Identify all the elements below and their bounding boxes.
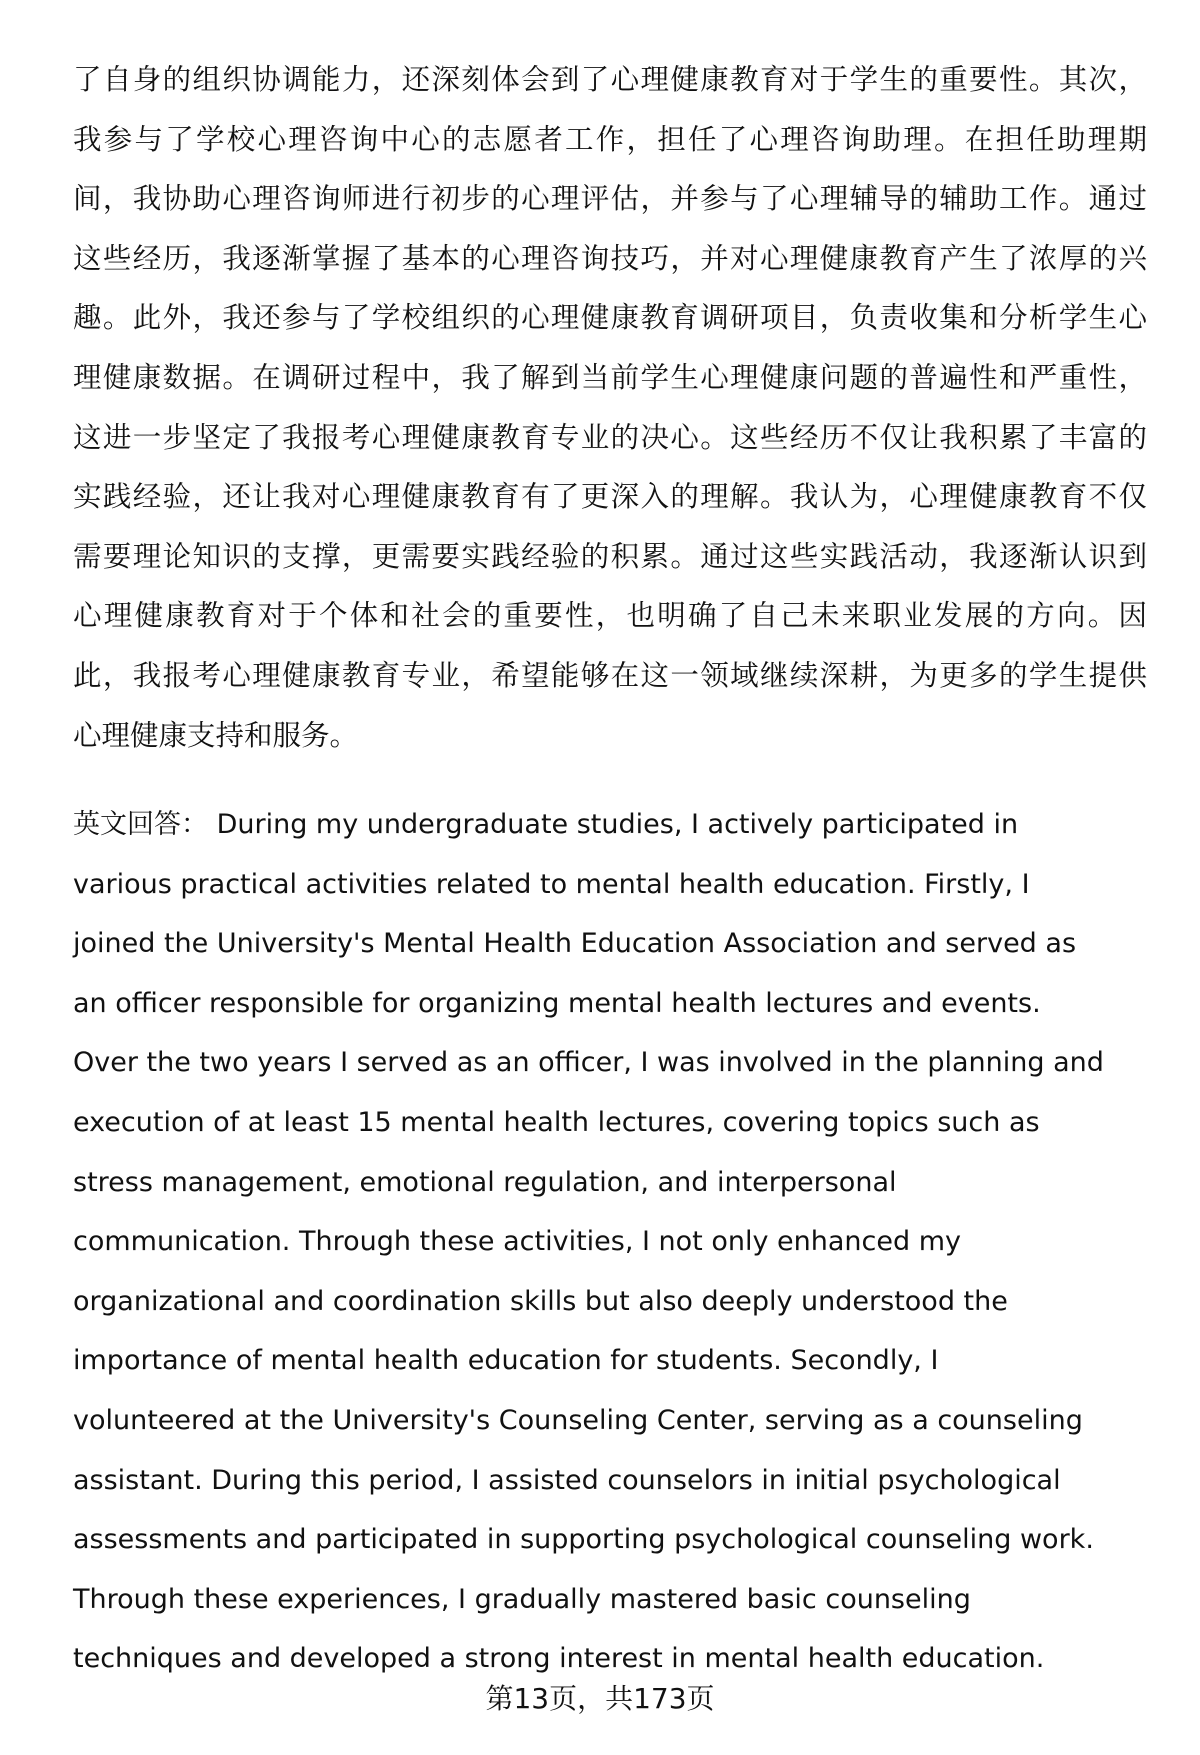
text-line: assistant. During this period, I assisted counselors in initial psychological — [73, 1464, 1061, 1496]
text-line: Over the two years I served as an officer, I was involved in the planning and — [73, 1047, 1104, 1079]
text-line: 间，我协助心理咨询师进行初步的心理评估，并参与了心理辅导的辅助工作。通过 — [73, 182, 1147, 216]
text-line: 这进一步坚定了我报考心理健康教育专业的决心。这些经历不仅让我积累了丰富的 — [73, 420, 1147, 454]
text-line: 理健康数据。在调研过程中，我了解到当前学生心理健康问题的普遍性和严重性， — [73, 360, 1147, 394]
english-paragraph — [73, 795, 1147, 1689]
text-line: 实践经验，还让我对心理健康教育有了更深入的理解。我认为，心理健康教育不仅 — [73, 480, 1147, 514]
text-line: Through these experiences, I gradually mastered basic counseling — [73, 1583, 971, 1615]
text-line: 心理健康支持和服务。 — [73, 718, 359, 752]
text-line: various practical activities related to mental health education. Firstly, I — [73, 868, 1030, 900]
text-line: techniques and developed a strong interest in mental health education. — [73, 1643, 1045, 1675]
text-line: 这些经历，我逐渐掌握了基本的心理咨询技巧，并对心理健康教育产生了浓厚的兴 — [73, 241, 1147, 275]
text-line: stress management, emotional regulation, and interpersonal — [73, 1166, 897, 1198]
text-line: communication. Through these activities, I not only enhanced my — [73, 1226, 961, 1258]
chinese-paragraph — [73, 50, 1147, 765]
text-line: importance of mental health education for students. Secondly, I — [73, 1345, 939, 1377]
text-line: 英文回答： During my undergraduate studies, I actively participated in — [73, 809, 1019, 840]
text-line: assessments and participated in supporting psychological counseling work. — [73, 1524, 1094, 1556]
text-line: joined the University's Mental Health Education Association and served as — [73, 928, 1077, 960]
text-line: 此，我报考心理健康教育专业，希望能够在这一领域继续深耕，为更多的学生提供 — [73, 658, 1147, 692]
text-line: organizational and coordination skills but also deeply understood the — [73, 1285, 1008, 1317]
text-line: 需要理论知识的支撑，更需要实践经验的积累。通过这些实践活动，我逐渐认识到 — [73, 539, 1147, 573]
text-line: volunteered at the University's Counseling Center, serving as a counseling — [73, 1404, 1083, 1436]
text-line: 心理健康教育对于个体和社会的重要性，也明确了自己未来职业发展的方向。因 — [73, 599, 1147, 633]
text-line: execution of at least 15 mental health lectures, covering topics such as — [73, 1106, 1040, 1138]
text-line: 我参与了学校心理咨询中心的志愿者工作，担任了心理咨询助理。在担任助理期 — [73, 122, 1147, 156]
text-line: 趣。此外，我还参与了学校组织的心理健康教育调研项目，负责收集和分析学生心 — [73, 301, 1147, 335]
text-line: 了自身的组织协调能力，还深刻体会到了心理健康教育对于学生的重要性。其次， — [73, 63, 1147, 96]
page-number: 第13页，共173页 — [485, 1682, 715, 1715]
text-line: an officer responsible for organizing mental health lectures and events. — [73, 987, 1041, 1019]
